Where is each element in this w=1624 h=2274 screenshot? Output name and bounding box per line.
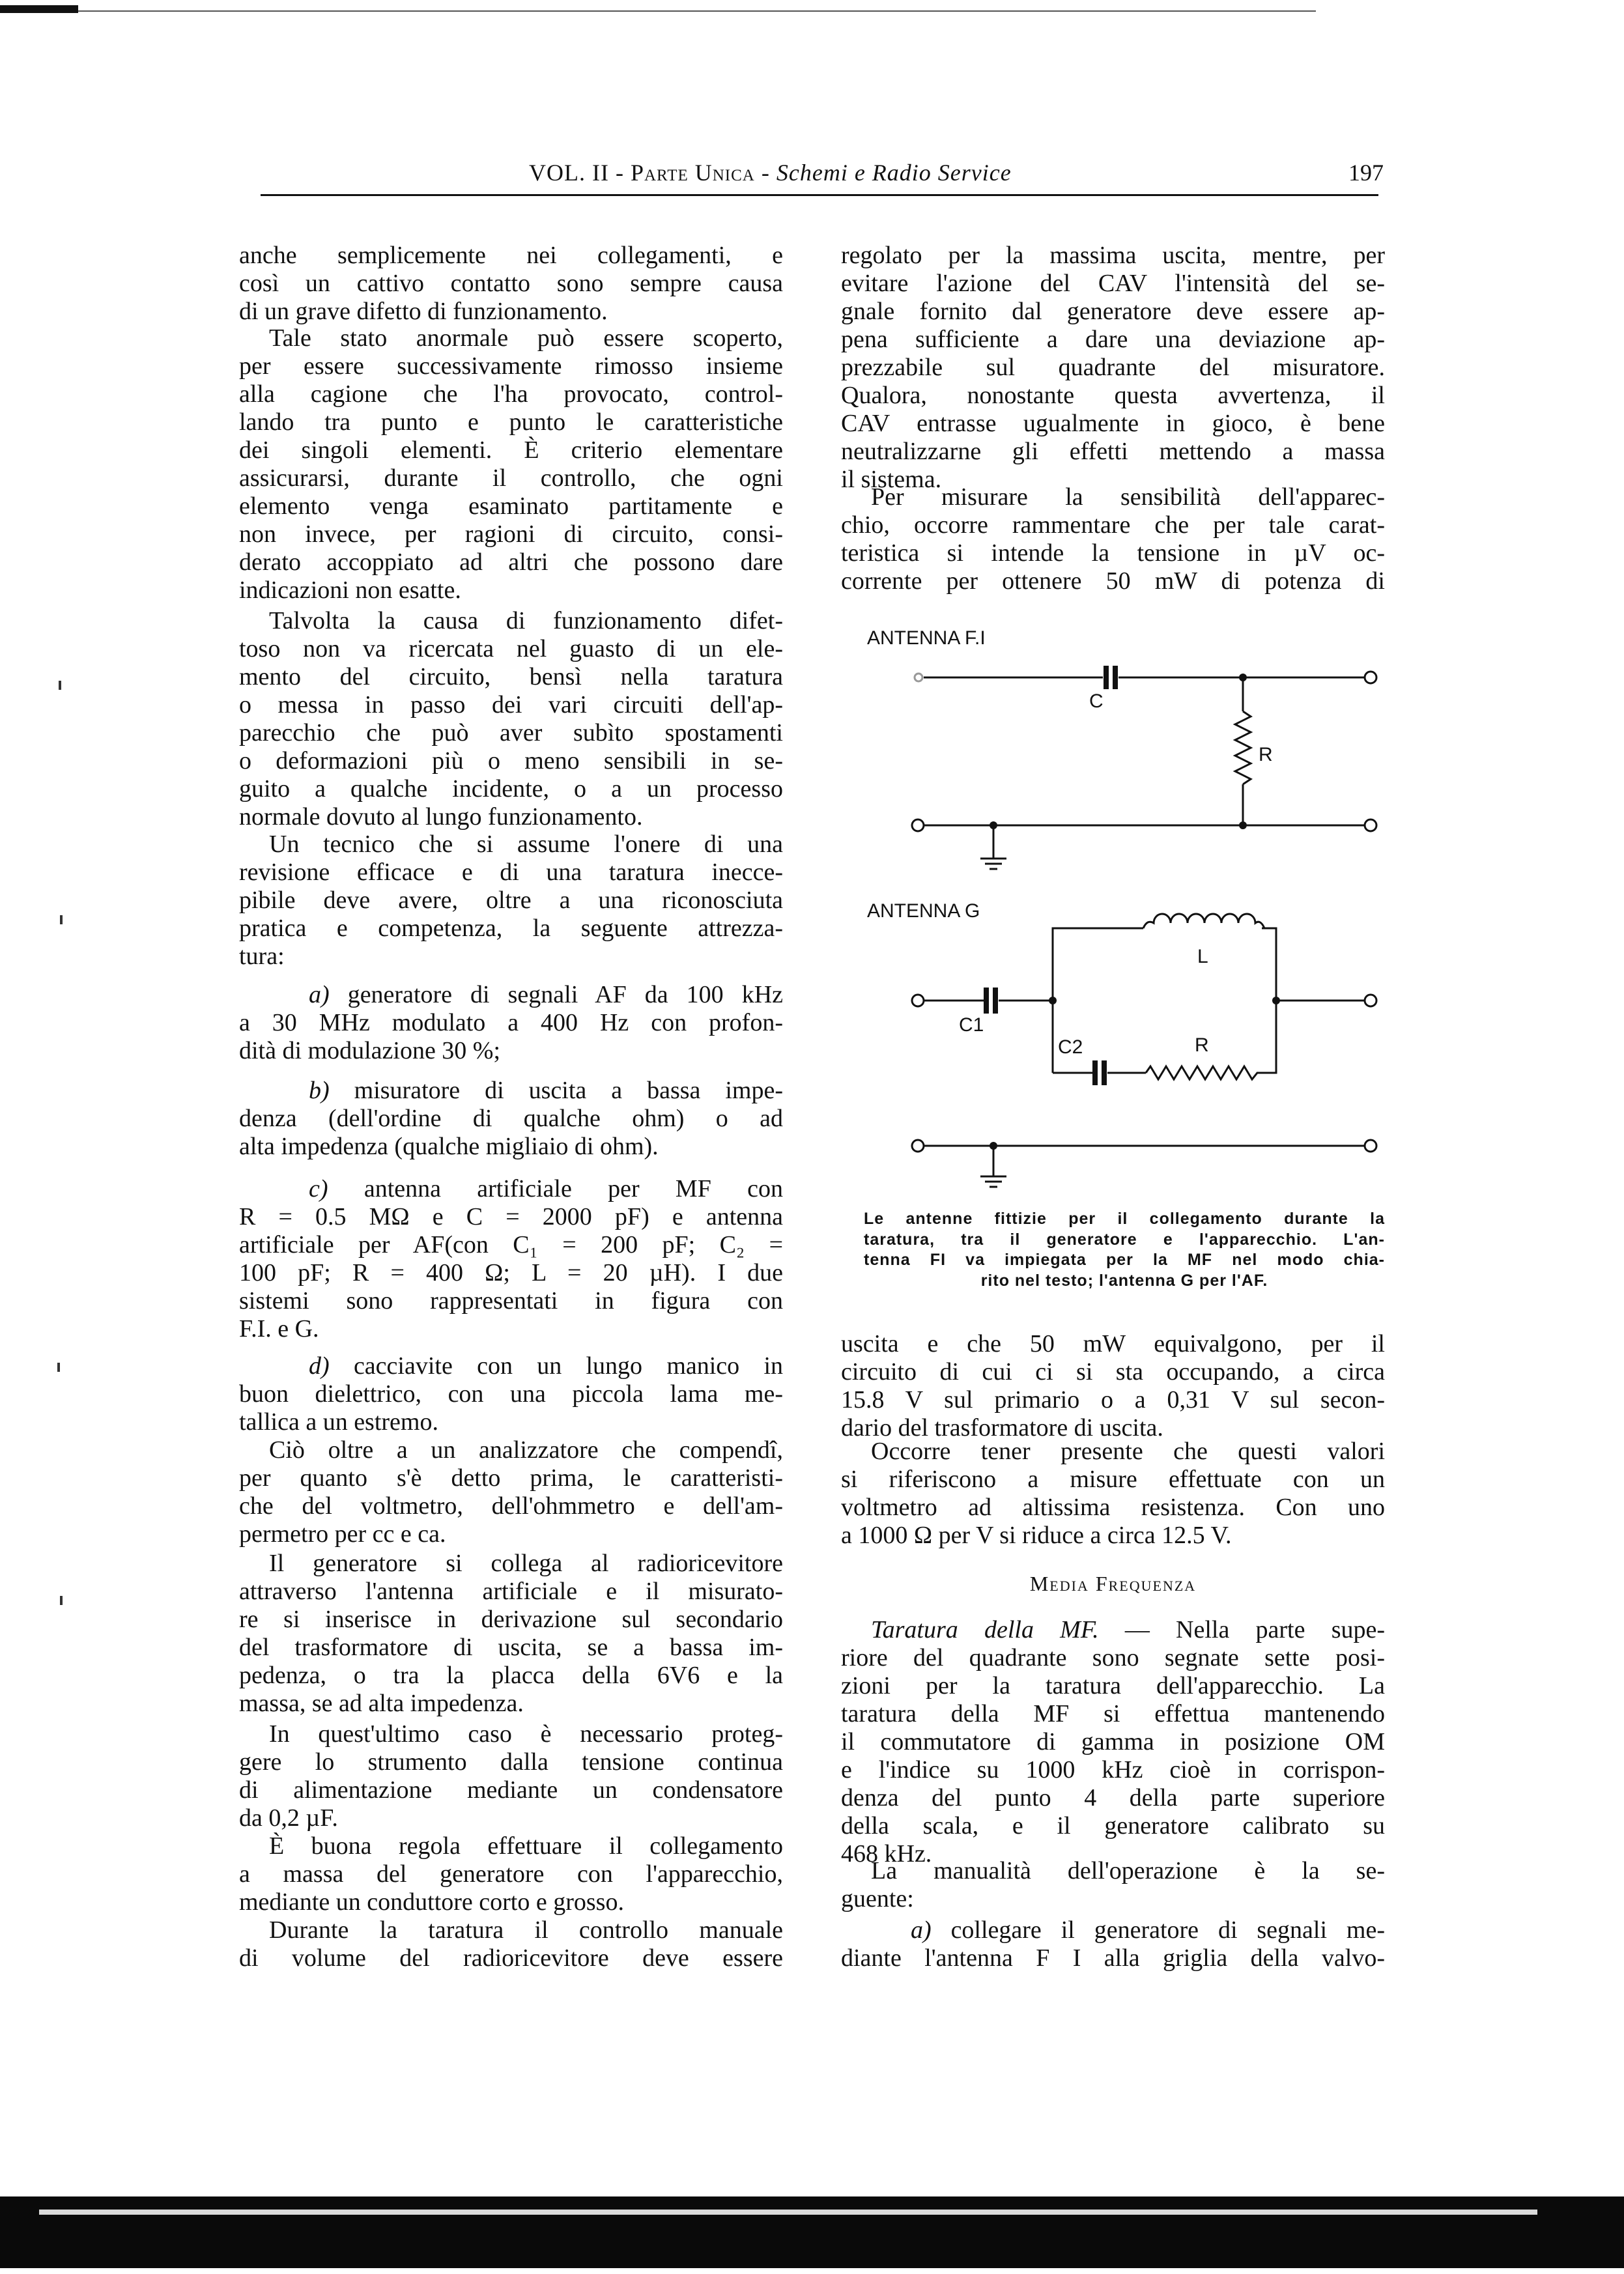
- line-text: pibile deve avere, oltre a una riconosciuta: [239, 887, 783, 914]
- scan-artifact-mark: [57, 1363, 60, 1372]
- terminal-icon: [912, 819, 924, 831]
- text-line: [841, 567, 1385, 595]
- text-line: [841, 410, 1385, 438]
- paragraph: [841, 1330, 1385, 1442]
- terminal-icon: [1365, 1140, 1376, 1152]
- line-text: gere lo strumento dalla tensione continua: [239, 1748, 783, 1776]
- line-text: tallica a un estremo.: [239, 1408, 438, 1436]
- text-line: [239, 607, 783, 635]
- text-line: [239, 1380, 783, 1408]
- text-line: [841, 270, 1385, 298]
- line-text: CAV entrasse ugualmente in gioco, è bene: [841, 410, 1385, 437]
- text-line: [841, 438, 1385, 466]
- text-line: [841, 539, 1385, 567]
- header-separator: -: [754, 160, 776, 186]
- text-line: [841, 1728, 1385, 1756]
- text-line: [841, 1494, 1385, 1522]
- text-line: [841, 382, 1385, 410]
- text-line: [239, 1944, 783, 1972]
- text-line: [239, 324, 783, 352]
- line-text: del trasformatore di uscita, se a bassa im-: [239, 1634, 783, 1661]
- text-line: [239, 380, 783, 408]
- line-text: cacciavite con un lungo manico in: [353, 1352, 784, 1380]
- caption-line: Le antenne fittizie per il collegamento durante la: [864, 1210, 1385, 1228]
- text-line: [239, 1662, 783, 1690]
- text-line: [841, 1466, 1385, 1494]
- line-text: assicurarsi, durante il controllo, che ogni: [239, 464, 783, 492]
- junction-dot: [1049, 997, 1057, 1004]
- line-text: — Nella parte supe-: [1098, 1616, 1385, 1643]
- line-text: così un cattivo contatto sono sempre causa: [239, 270, 783, 297]
- terminal-icon: [1365, 819, 1376, 831]
- line-text: mento del circuito, bensì nella taratura: [239, 663, 783, 690]
- text-line: [841, 483, 1385, 511]
- text-line: [841, 1672, 1385, 1700]
- junction-dot: [990, 1142, 997, 1150]
- line-text: diante l'antenna F I alla griglia della valvo-: [841, 1944, 1385, 1972]
- line-text: circuito di cui ci si sta occupando, a circa: [841, 1358, 1385, 1386]
- text-line: [841, 1616, 1385, 1644]
- line-text: Occorre tener presente che questi valori: [871, 1438, 1385, 1465]
- line-text: Talvolta la causa di funzionamento difet-: [269, 607, 783, 634]
- paragraph: [841, 483, 1385, 595]
- line-text: mediante un conduttore corto e grosso.: [239, 1888, 624, 1916]
- line-text: guente:: [841, 1885, 914, 1912]
- text-line: [239, 1748, 783, 1776]
- line-text: dità di modulazione 30 %;: [239, 1037, 501, 1064]
- text-line: [239, 943, 783, 971]
- section-heading: [841, 1570, 1385, 1598]
- junction-dot: [990, 821, 997, 829]
- line-text: revisione efficace e di una taratura inecce-: [239, 859, 783, 886]
- line-text: regolato per la massima uscita, mentre, per: [841, 242, 1385, 269]
- text-line: [239, 1916, 783, 1944]
- text-line: [239, 1690, 783, 1718]
- text-line: [239, 1776, 783, 1804]
- line-text: guito a qualche incidente, o a un processo: [239, 775, 783, 803]
- subsection-title: Taratura della MF.: [871, 1616, 1099, 1643]
- header-volume: VOL. II -: [529, 160, 631, 186]
- text-line: [239, 1352, 783, 1380]
- list-item: [239, 1175, 783, 1343]
- line-text: La manualità dell'operazione è la se-: [871, 1857, 1385, 1884]
- text-line: [239, 1077, 783, 1105]
- text-line: [841, 1944, 1385, 1972]
- text-line: [239, 1037, 783, 1065]
- text-line: [841, 1644, 1385, 1672]
- line-text: dario del trasformatore di uscita.: [841, 1414, 1163, 1442]
- line-text: lando tra punto e punto le caratteristiche: [239, 408, 783, 436]
- text-line: [239, 1231, 783, 1259]
- line-text: permetro per cc e ca.: [239, 1520, 446, 1548]
- text-line: [841, 1756, 1385, 1784]
- text-line: [841, 1438, 1385, 1466]
- section-heading-text: Media Frequenza: [1029, 1572, 1197, 1595]
- line-text: artificiale per AF(con C₁ = 200 pF; C₂ =: [239, 1231, 783, 1258]
- text-line: [239, 859, 783, 887]
- line-text: uscita e che 50 mW equivalgono, per il: [841, 1330, 1385, 1357]
- line-text: Per misurare la sensibilità dell'apparec-: [871, 483, 1385, 511]
- terminal-icon: [1365, 995, 1376, 1006]
- text-line: [239, 1259, 783, 1287]
- text-line: [239, 298, 783, 326]
- line-text: R = 0.5 MΩ e C = 2000 pF) e antenna: [239, 1203, 783, 1230]
- text-line: [239, 1009, 783, 1037]
- text-line: [239, 915, 783, 943]
- text-line: [239, 1634, 783, 1662]
- antenna-g-r-label: R: [1195, 1034, 1209, 1056]
- scan-artifact-mark: [59, 681, 61, 690]
- line-text: antenna artificiale per MF con: [363, 1175, 784, 1202]
- line-text: 100 pF; R = 400 Ω; L = 20 µH). I due: [239, 1259, 783, 1286]
- list-item: [239, 1077, 783, 1161]
- scan-artifact-mark: [60, 1596, 63, 1605]
- line-text: re si inserisce in derivazione sul secondario: [239, 1606, 783, 1633]
- paragraph: [239, 242, 783, 326]
- line-text: tura:: [239, 943, 285, 970]
- text-line: [239, 576, 783, 604]
- text-line: [239, 1408, 783, 1436]
- paragraph: [841, 1857, 1385, 1913]
- antenna-fi-title: ANTENNA F.I: [867, 627, 986, 649]
- text-line: [841, 1386, 1385, 1414]
- line-text: gnale fornito dal generatore deve essere ap-: [841, 298, 1385, 325]
- line-text: teristica si intende la tensione in µV oc-: [841, 539, 1385, 567]
- item-label: a): [309, 981, 330, 1008]
- figure-caption: [864, 1209, 1385, 1291]
- line-text: della scala, e il generatore calibrato su: [841, 1812, 1385, 1840]
- line-text: elemento venga esaminato partitamente e: [239, 492, 783, 520]
- paragraph: [239, 831, 783, 971]
- list-item: [239, 1352, 783, 1436]
- line-text: si riferiscono a misure effettuate con un: [841, 1466, 1385, 1493]
- scan-artifact-mark: [60, 915, 63, 924]
- line-text: alla cagione che l'ha provocato, control-: [239, 380, 783, 408]
- line-text: per quanto s'è detto prima, le caratteristi-: [239, 1464, 783, 1492]
- text-line: [239, 520, 783, 548]
- line-text: non invece, per ragioni di circuito, consi-: [239, 520, 783, 548]
- line-text: indicazioni non esatte.: [239, 576, 461, 604]
- text-line: [239, 1578, 783, 1606]
- text-line: [239, 635, 783, 663]
- line-text: o messa in passo dei vari circuiti dell'ap-: [239, 691, 783, 718]
- running-header: [529, 159, 1012, 186]
- text-line: [239, 1520, 783, 1548]
- line-text: denza (dell'ordine di qualche ohm) o ad: [239, 1105, 783, 1132]
- text-line: [239, 270, 783, 298]
- item-label: c): [309, 1175, 328, 1202]
- text-line: [239, 242, 783, 270]
- paragraph: [841, 242, 1385, 494]
- scan-artifact-top-line: [78, 10, 1316, 12]
- line-text: corrente per ottenere 50 mW di potenza di: [841, 567, 1385, 595]
- text-line: [239, 1203, 783, 1231]
- line-text: a 1000 Ω per V si riduce a circa 12.5 V.: [841, 1522, 1232, 1549]
- junction-dot: [1272, 997, 1280, 1004]
- text-line: [239, 747, 783, 775]
- line-text: chio, occorre rammentare che per tale carat-: [841, 511, 1385, 539]
- header-part: Parte Unica: [630, 160, 755, 186]
- terminal-icon: [1365, 672, 1376, 683]
- text-line: [239, 492, 783, 520]
- line-text: o deformazioni più o meno sensibili in se-: [239, 747, 783, 775]
- paragraph: [239, 1550, 783, 1718]
- line-text: massa, se ad alta impedenza.: [239, 1690, 524, 1717]
- line-text: e l'indice su 1000 kHz cioè in corrispon-: [841, 1756, 1385, 1784]
- line-text: pratica e competenza, la seguente attrezza-: [239, 915, 783, 942]
- text-line: [239, 436, 783, 464]
- antenna-g-c1-label: C1: [959, 1014, 984, 1036]
- line-text: Tale stato anormale può essere scoperto,: [269, 324, 783, 352]
- text-line: [239, 1287, 783, 1315]
- text-line: [239, 408, 783, 436]
- line-text: pena sufficiente a dare una deviazione ap-: [841, 326, 1385, 353]
- line-text: 15.8 V sul primario o a 0,31 V sul secon-: [841, 1386, 1385, 1414]
- text-line: [239, 1804, 783, 1832]
- line-text: Un tecnico che si assume l'onere di una: [269, 831, 783, 858]
- line-text: Durante la taratura il controllo manuale: [269, 1916, 783, 1944]
- line-text: dei singoli elementi. È criterio elementare: [239, 436, 783, 464]
- line-text: F.I. e G.: [239, 1315, 319, 1343]
- text-line: [239, 1315, 783, 1343]
- antenna-fi-circuit: [912, 666, 1376, 869]
- line-text: 468 kHz.: [841, 1840, 932, 1868]
- line-text: il commutatore di gamma in posizione OM: [841, 1728, 1385, 1755]
- text-line: [841, 1784, 1385, 1812]
- scan-artifact-bottom-band: [0, 2196, 1624, 2268]
- text-line: [841, 1522, 1385, 1550]
- line-text: generatore di segnali AF da 100 kHz: [347, 981, 784, 1008]
- line-text: a 30 MHz modulato a 400 Hz con profon-: [239, 1009, 783, 1036]
- line-text: attraverso l'antenna artificiale e il misurato-: [239, 1578, 783, 1605]
- paragraph: [239, 607, 783, 831]
- inductor-l: [1143, 914, 1264, 928]
- line-text: normale dovuto al lungo funzionamento.: [239, 803, 643, 831]
- line-text: di un grave difetto di funzionamento.: [239, 298, 608, 325]
- paragraph: [239, 1916, 783, 1972]
- line-text: alta impedenza (qualche migliaio di ohm).: [239, 1133, 659, 1160]
- line-text: Ciò oltre a un analizzatore che compendî,: [269, 1436, 783, 1464]
- line-text: che del voltmetro, dell'ohmmetro e dell'am-: [239, 1492, 783, 1520]
- text-line: [841, 298, 1385, 326]
- text-line: [239, 1832, 783, 1860]
- text-line: [239, 1436, 783, 1464]
- text-line: [239, 1888, 783, 1916]
- text-line: [841, 1358, 1385, 1386]
- text-line: [239, 719, 783, 747]
- line-text: per essere successivamente rimosso insieme: [239, 352, 783, 380]
- line-text: neutralizzarne gli effetti mettendo a massa: [841, 438, 1385, 465]
- line-text: riore del quadrante sono segnate sette posi-: [841, 1644, 1385, 1671]
- text-line: [239, 691, 783, 719]
- text-line: [841, 511, 1385, 539]
- text-line: [239, 1133, 783, 1161]
- line-text: voltmetro ad altissima resistenza. Con uno: [841, 1494, 1385, 1521]
- antenna-g-title: ANTENNA G: [867, 900, 980, 922]
- resistor-r: [1146, 1066, 1269, 1079]
- line-text: pedenza, o tra la placca della 6V6 e la: [239, 1662, 783, 1689]
- text-line: [239, 464, 783, 492]
- text-line: [841, 354, 1385, 382]
- text-line: [841, 1916, 1385, 1944]
- junction-dot: [1239, 674, 1247, 681]
- list-item: [239, 981, 783, 1065]
- paragraph: [239, 1832, 783, 1916]
- paragraph: [239, 1720, 783, 1832]
- line-text: In quest'ultimo caso è necessario proteg-: [269, 1720, 783, 1748]
- paragraph: [841, 1438, 1385, 1550]
- junction-dot: [1239, 821, 1247, 829]
- terminal-icon: [912, 995, 924, 1006]
- line-text: taratura della MF si effettua mantenendo: [841, 1700, 1385, 1727]
- text-line: [239, 548, 783, 576]
- text-line: [841, 1812, 1385, 1840]
- line-text: sistemi sono rappresentati in figura con: [239, 1287, 783, 1315]
- scan-artifact-bottom-stripe: [39, 2210, 1537, 2215]
- caption-line: tenna FI va impiegata per la MF nel modo chia-: [864, 1251, 1385, 1269]
- paragraph: [841, 1616, 1385, 1868]
- text-line: [841, 1700, 1385, 1728]
- line-text: derato accoppiato ad altri che possono dare: [239, 548, 783, 576]
- antenna-g-l-label: L: [1197, 946, 1208, 967]
- line-text: il sistema.: [841, 466, 942, 493]
- line-text: È buona regola effettuare il collegamento: [269, 1832, 783, 1860]
- resistor-r: [1235, 711, 1251, 784]
- text-line: [239, 1550, 783, 1578]
- text-line: [239, 1492, 783, 1520]
- line-text: a massa del generatore con l'apparecchio,: [239, 1860, 783, 1888]
- text-line: [239, 981, 783, 1009]
- line-text: denza del punto 4 della parte superiore: [841, 1784, 1385, 1812]
- text-line: [239, 1464, 783, 1492]
- antenna-fi-r-label: R: [1259, 744, 1273, 765]
- text-line: [239, 803, 783, 831]
- paragraph: [239, 324, 783, 604]
- line-text: collegare il generatore di segnali me-: [950, 1916, 1386, 1944]
- text-line: [239, 1606, 783, 1634]
- text-line: [239, 887, 783, 915]
- scan-artifact-top: [0, 5, 78, 13]
- antenna-g-c2-label: C2: [1058, 1036, 1083, 1058]
- text-line: [841, 1885, 1385, 1913]
- line-text: buon dielettrico, con una piccola lama me-: [239, 1380, 783, 1408]
- line-text: toso non va ricercata nel guasto di un ele-: [239, 635, 783, 662]
- text-line: [239, 352, 783, 380]
- page-number: 197: [1348, 160, 1384, 186]
- text-line: [239, 1860, 783, 1888]
- item-label: a): [911, 1916, 932, 1944]
- paragraph: [239, 1436, 783, 1548]
- item-label: b): [309, 1077, 330, 1104]
- text-line: [239, 1105, 783, 1133]
- antenna-fi-c-label: C: [1089, 690, 1104, 712]
- line-text: misuratore di uscita a bassa impe-: [354, 1077, 784, 1104]
- header-rule: [261, 194, 1378, 196]
- list-item: [841, 1916, 1385, 1972]
- caption-line: taratura, tra il generatore e l'apparecchio. L'an-: [864, 1230, 1385, 1249]
- terminal-icon: [912, 1140, 924, 1152]
- text-line: [841, 1330, 1385, 1358]
- caption-line: rito nel testo; l'antenna G per l'AF.: [980, 1271, 1268, 1290]
- text-line: [239, 831, 783, 859]
- text-line: [841, 326, 1385, 354]
- line-text: di alimentazione mediante un condensatore: [239, 1776, 783, 1804]
- item-label: d): [309, 1352, 330, 1380]
- line-text: Qualora, nonostante questa avvertenza, il: [841, 382, 1385, 409]
- antenna-g-circuit: [912, 914, 1376, 1187]
- text-line: [239, 1175, 783, 1203]
- text-line: [841, 1857, 1385, 1885]
- terminal-icon: [915, 674, 922, 681]
- text-line: [239, 663, 783, 691]
- header-series: Schemi e Radio Service: [776, 160, 1012, 186]
- line-text: anche semplicemente nei collegamenti, e: [239, 242, 783, 269]
- line-text: da 0,2 µF.: [239, 1804, 338, 1832]
- text-line: [239, 1720, 783, 1748]
- text-line: [841, 242, 1385, 270]
- line-text: prezzabile sul quadrante del misuratore.: [841, 354, 1385, 381]
- text-line: [239, 775, 783, 803]
- line-text: di volume del radioricevitore deve essere: [239, 1944, 783, 1972]
- line-text: parecchio che può aver subìto spostamenti: [239, 719, 783, 746]
- line-text: zioni per la taratura dell'apparecchio. La: [841, 1672, 1385, 1699]
- line-text: Il generatore si collega al radioricevitore: [269, 1550, 783, 1577]
- line-text: evitare l'azione del CAV l'intensità del se-: [841, 270, 1385, 297]
